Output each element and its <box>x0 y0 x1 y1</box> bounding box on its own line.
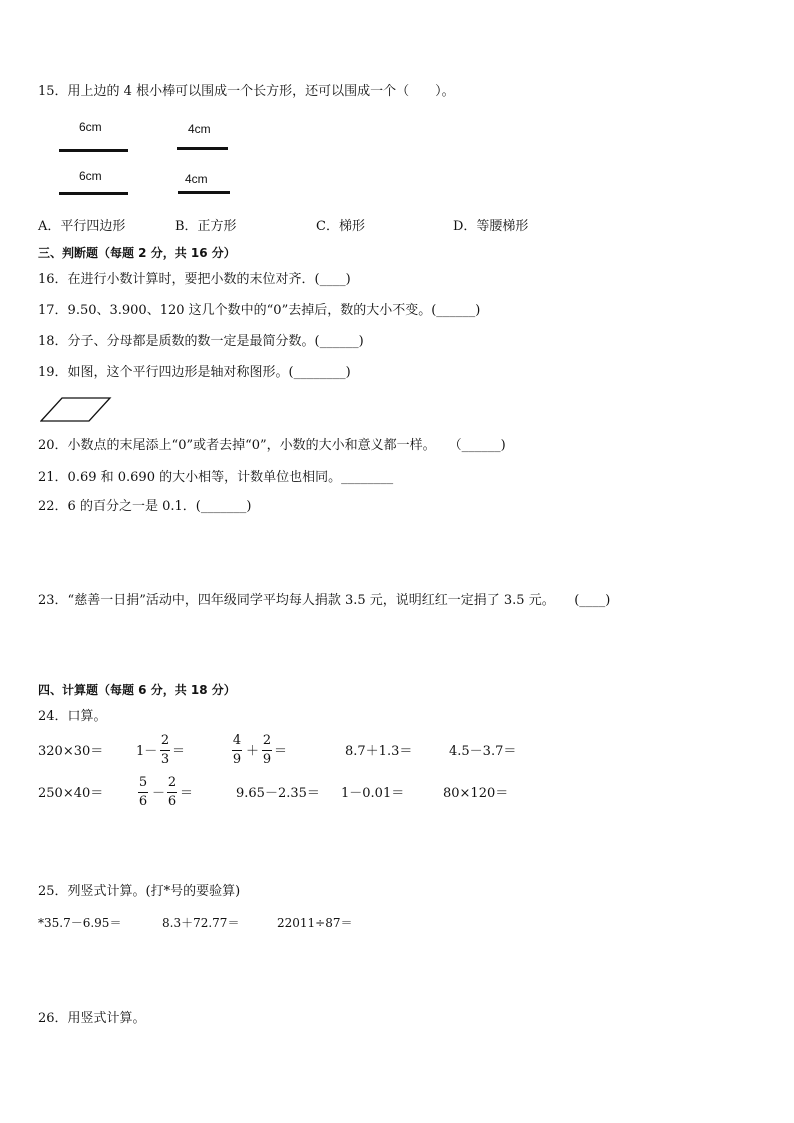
question-15-text: 15．用上边的 4 根小棒可以围成一个长方形，还可以围成一个（ ）。 <box>38 84 455 99</box>
denominator: 3 <box>160 752 170 767</box>
denominator: 9 <box>232 752 242 767</box>
question-26-label: 26．用竖式计算。 <box>38 1011 146 1026</box>
calc-expression: 320×30＝ <box>38 744 104 759</box>
stick <box>59 149 128 152</box>
calc-expression: 9.65－2.35＝ <box>236 786 320 801</box>
calc-expression: 80×120＝ <box>443 786 509 801</box>
question-19: 19．如图，这个平行四边形是轴对称图形。(________) <box>38 365 351 380</box>
fraction <box>167 775 177 810</box>
fraction-bar <box>160 750 170 751</box>
question-22: 22．6 的百分之一是 0.1．(_______) <box>38 499 252 514</box>
equals-sign: ＝ <box>172 744 186 759</box>
option-c: C．梯形 <box>316 219 365 234</box>
fraction <box>232 733 242 768</box>
vertical-calc-item: 22011÷87＝ <box>277 916 353 930</box>
question-17: 17．9.50、3.900、120 这几个数中的“0”去掉后，数的大小不变。(______) <box>38 303 481 318</box>
section-4-title: 四、计算题（每题 6 分，共 18 分） <box>38 683 236 697</box>
equals-sign: ＝ <box>274 744 288 759</box>
operator: － <box>152 786 166 801</box>
option-b: B．正方形 <box>175 219 237 234</box>
question-20: 20．小数点的末尾添上“0”或者去掉“0”，小数的大小和意义都一样。 （______) <box>38 438 506 453</box>
vertical-calc-item: 8.3＋72.77＝ <box>162 916 240 930</box>
stick <box>177 147 228 150</box>
numerator: 2 <box>160 733 170 748</box>
stick-label: 4cm <box>188 122 211 136</box>
fraction <box>160 733 170 768</box>
calc-expression: 1－0.01＝ <box>341 786 405 801</box>
section-3-title: 三、判断题（每题 2 分，共 16 分） <box>38 246 236 260</box>
stick-label: 6cm <box>79 169 102 183</box>
option-a: A．平行四边形 <box>38 219 126 234</box>
numerator: 2 <box>262 733 272 748</box>
stick <box>59 192 128 195</box>
equals-sign: ＝ <box>180 786 194 801</box>
question-24-label: 24．口算。 <box>38 709 107 724</box>
calc-expression: 4.5－3.7＝ <box>449 744 517 759</box>
denominator: 6 <box>138 794 148 809</box>
question-25-label: 25．列竖式计算。(打*号的要验算) <box>38 884 241 899</box>
numerator: 2 <box>167 775 177 790</box>
fraction <box>138 775 148 810</box>
stick-label: 4cm <box>185 172 208 186</box>
fraction-bar <box>232 750 242 751</box>
calc-expression: 1－ <box>136 744 158 759</box>
calc-expression: 250×40＝ <box>38 786 104 801</box>
option-d: D．等腰梯形 <box>453 219 529 234</box>
question-23: 23．“慈善一日捐”活动中，四年级同学平均每人捐款 3.5 元，说明红红一定捐了 3.5 元。 (____) <box>38 593 611 608</box>
operator: ＋ <box>246 744 260 759</box>
fraction-bar <box>262 750 272 751</box>
fraction <box>262 733 272 768</box>
question-16: 16．在进行小数计算时，要把小数的末位对齐．(____) <box>38 272 351 287</box>
question-18: 18．分子、分母都是质数的数一定是最简分数。(______) <box>38 334 364 349</box>
calc-expression: 8.7＋1.3＝ <box>345 744 413 759</box>
fraction-bar <box>167 792 177 793</box>
fraction-bar <box>138 792 148 793</box>
parallelogram-figure <box>40 397 112 423</box>
numerator: 4 <box>232 733 242 748</box>
denominator: 6 <box>167 794 177 809</box>
vertical-calc-item: *35.7－6.95＝ <box>38 916 122 930</box>
denominator: 9 <box>262 752 272 767</box>
stick <box>178 191 230 194</box>
question-21: 21．0.69 和 0.690 的大小相等，计数单位也相同。________ <box>38 470 394 485</box>
numerator: 5 <box>138 775 148 790</box>
stick-label: 6cm <box>79 120 102 134</box>
